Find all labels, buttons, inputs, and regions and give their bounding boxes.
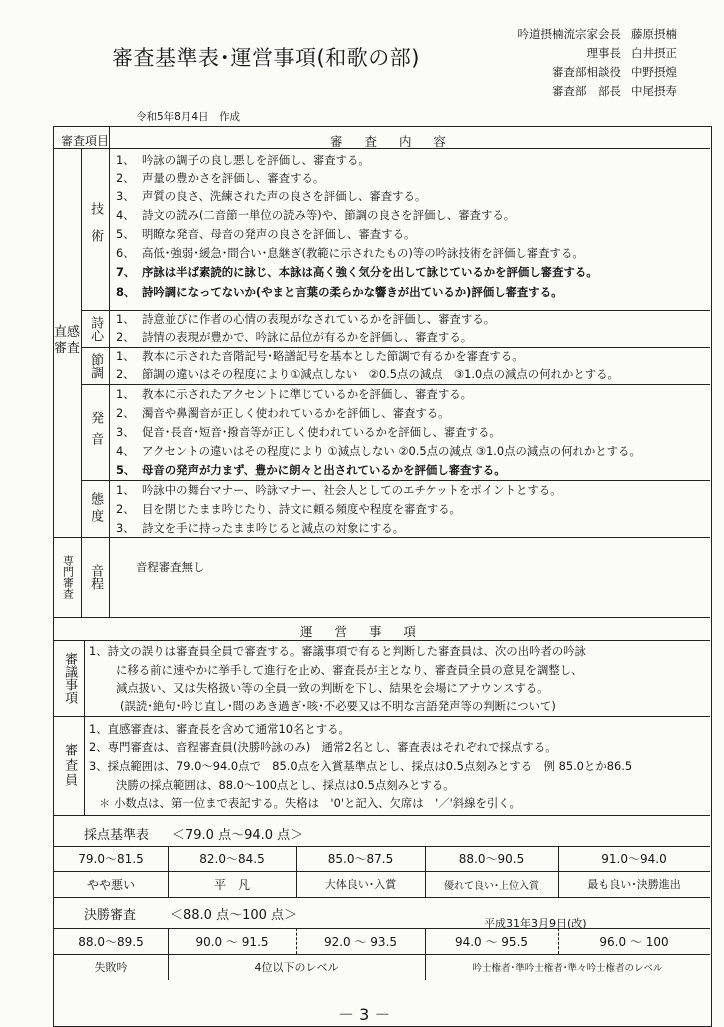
item-number: 1、 [116,349,135,363]
list-item [116,500,461,518]
list-item [116,263,598,281]
shishin-label [81,310,109,347]
final-score-range: 88.0～89.5 [78,934,144,949]
score-range: 88.0～90.5 [458,852,525,866]
item-number: 2、 [116,502,135,516]
item-number: 2、 [116,367,135,381]
item-number: 3、 [116,521,135,535]
shinsain-line: 1、直感審査は、審査長を含めて通常10名とする。 [89,722,350,736]
item-text: 声質の良さ、洗練された声の良さを評価し、審査する。 [142,189,427,203]
signer-name: 藤原摂楠 [631,27,677,41]
list-item [116,385,472,403]
item-text: 高低･強弱･緩急･間合い･息継ぎ(教範に示されたもの)等の吟詠技術を評価し審査する。 [142,246,584,260]
divider [425,846,426,897]
item-text: 詩情の表現が豊かで、吟詠に品位が有るかを評価し、審査する。 [142,330,473,344]
item-text: 教本に示された音階記号･略譜記号を基本とした節調で有るかを審査する。 [142,349,524,363]
scoring-label: 採点基準表 [84,828,150,843]
shingi-label-text: 審議事項 [62,652,78,704]
item-number: 1、 [116,153,135,167]
signer-row [506,83,720,102]
divider [54,148,710,149]
item-number: 4、 [116,444,135,458]
score-grade: やや悪い [86,877,135,892]
final-level: 4位以下のレベル [254,961,339,974]
signer-row [506,45,720,64]
item-text: 吟詠中の舞台マナー、吟詠マナー、社会人としてのエチケットをポイントとする。 [142,483,562,497]
item-text: 詩意並びに作者の心情の表現がなされているかを評価し、審査する。 [142,312,496,326]
score-grade: 最も良い･決勝進出 [587,878,681,891]
score-range: 79.0～81.5 [78,852,144,866]
list-item [116,347,524,365]
list-item [116,442,641,460]
item-text: 吟詠の調子の良し悪しを評価し、審査する。 [142,153,370,167]
list-item [116,310,495,328]
signer-name: 白井摂正 [631,46,677,60]
divider [84,640,85,716]
item-number: 2、 [116,171,135,185]
item-text: 詩文を手に持ったまま吟じると減点の対象にする。 [142,521,404,535]
final-level: 吟士権者･準吟士権者･準々吟士権者のレベル [472,963,663,974]
list-item [116,423,501,441]
chokkan-label [54,313,81,369]
item-text: 節調の違いはその程度により①減点しない ②0.5点の減点 ③1.0点の減点の何れかとする。 [142,367,619,381]
shishin-label-text: 詩心 [88,315,104,342]
item-number: 3、 [116,189,135,203]
item-text: 母音の発声が力まず、豊かに朗々と出されているかを評価し審査する。 [142,463,506,477]
list-item [116,244,584,262]
ontei-label-text: 音程 [88,564,104,590]
divider [168,846,169,897]
hatsuon-label [81,384,109,480]
shinsain-line: 2、専門審査は、音程審査員(決勝吟詠のみ) 通常2名とし、審査表はそれぞれで採点する。 [89,740,557,754]
item-text: 目を閉じたまま吟じたり、詩文に頼る頻度や程度を審査する。 [142,502,461,516]
item-number: 1、 [116,387,135,401]
item-text: 詩文の読み(二音節一単位の読み等)や、節調の良さを評価し、審査する。 [142,208,516,222]
item-text: 序詠は半ば素読的に詠じ、本詠は高く強く気分を出して詠じているかを評価し審査する。 [142,265,598,279]
scoring-range: ＜79.0 点～94.0 点＞ [172,828,304,843]
signer-role: 吟道摂楠流宗家会長 [517,27,621,41]
gijutsu-label-text: 技術 [88,202,104,256]
shingi-line: 減点扱い、又は失格扱い等の全員一致の判断を下し、結果を会場にアナウンスする。 [116,681,549,695]
list-item [116,151,370,169]
divider [54,815,710,816]
item-number: 2、 [116,406,135,420]
divider [296,928,297,954]
senmon-label [54,537,81,617]
divider [54,716,710,717]
signer-row [506,26,720,45]
criteria-table [53,126,712,1027]
item-number: 3、 [116,425,135,439]
score-grade: 大体良い･入賞 [324,878,397,891]
fushi-label [81,347,109,384]
divider [558,928,559,954]
item-text: 声量の豊かさを評価し、審査する。 [142,171,325,185]
unei-title: 運 営 事 項 [300,624,425,639]
shinsain-label-text: 審査員 [62,743,78,788]
list-item [116,169,324,187]
item-number: 7、 [116,265,136,279]
score-grade: 平 凡 [213,877,250,892]
list-item [116,365,619,383]
item-number: 8、 [116,285,136,299]
list-item [116,283,562,301]
list-item [116,328,472,346]
item-number: 4、 [116,208,135,222]
revision-date: 平成31年3月9日(改) [484,917,587,930]
divider [109,127,110,148]
list-item [116,481,562,499]
final-score-range: 96.0 ～ 100 [599,934,669,949]
divider [558,846,559,897]
created-date: 令和5年8月4日 作成 [136,111,241,123]
shingi-line: (誤読･絶句･吟じ直し･間のあき過ぎ･咳･不必要又は不明な言語発声等の判断について) [120,699,556,713]
final-score-range: 92.0 ～ 93.5 [323,934,398,949]
senmon-label-text: 専門審査 [61,555,75,599]
divider [54,617,710,618]
divider [54,640,710,641]
item-number: 6、 [116,246,135,260]
list-item [116,187,426,205]
senmon-text: 音程審査無し [136,560,205,574]
signer-name: 中尾摂寿 [631,84,677,98]
divider [296,846,297,897]
shinsain-label [54,716,84,815]
score-range: 85.0～87.5 [327,852,394,866]
final-level: 失敗吟 [94,961,128,974]
final-score-range: 94.0 ～ 95.5 [454,934,529,949]
item-text: 促音･長音･短音･撥音等が正しく使われているかを評価し、審査する。 [142,425,501,439]
item-text: 濁音や鼻濁音が正しく使われているかを評価し、審査する。 [142,406,450,420]
signer-row [506,64,720,83]
list-item [116,519,404,537]
shingi-line: 1、詩文の誤りは審査員全員で審査する。審議事項で有ると判断した審査員は、次の出吟者の吟詠 [89,644,587,658]
score-range: 91.0～94.0 [601,852,667,866]
chokkan-label-text: 直感審査 [54,324,81,356]
shinsain-line: ＊ 小数点は、第一位まで表記する。失格は '0'と記入、欠席は '／'斜線を引く。 [99,796,521,810]
fushi-label-text: 節調 [88,352,104,379]
divider [54,897,710,898]
header-item: 審査項目 [61,134,110,148]
signer-role: 理事長 [586,46,621,60]
gijutsu-label [81,148,109,310]
item-text: 明瞭な発音、母音の発声の良さを評価し、審査する。 [142,227,416,241]
item-number: 2、 [116,330,135,344]
shinsain-line: 3、採点範囲は、79.0～94.0点で 85.0点を入賞基準点とし、採点は0.5点刻みとする 例 85.0とか86.5 [89,759,633,773]
hatsuon-label-text: 発音 [88,411,104,453]
page-number: － 3 － [338,1005,391,1024]
divider [54,537,710,538]
signer-role: 審査部 部長 [552,84,621,98]
list-item [116,461,506,479]
divider [109,148,110,537]
item-text: アクセントの違いはその程度により ①減点しない ②0.5点の減点 ③1.0点の減点の何れかとする。 [142,444,641,458]
list-item [116,225,415,243]
final-range: ＜88.0 点～100 点＞ [170,908,298,923]
divider [109,537,110,617]
item-text: 教本に示されたアクセントに準じているかを評価し、審査する。 [142,387,472,401]
ontei-label [81,537,109,617]
signer-name: 中野摂煌 [631,65,677,79]
taido-label [81,480,109,537]
final-score-range: 90.0 ～ 91.5 [195,934,269,949]
divider [84,716,85,815]
item-number: 1、 [116,312,135,326]
item-number: 5、 [116,463,136,477]
list-item [116,206,515,224]
signer-list [506,26,720,102]
shingi-label [54,640,84,716]
taido-label-text: 態度 [88,491,104,526]
page-title: 審査基準表･運営事項(和歌の部) [112,46,420,70]
item-text: 詩吟調になってないか(やまと言葉の柔らかな響きが出ているか)評価し審査する。 [142,285,563,299]
item-number: 5、 [116,227,135,241]
score-grade: 優れて良い･上位入賞 [444,880,539,892]
signer-role: 審査部相談役 [552,65,621,79]
list-item [116,404,450,422]
score-range: 82.0～84.5 [199,852,265,866]
item-number: 1、 [116,483,135,497]
final-label: 決勝審査 [84,908,137,923]
shinsain-line: 決勝の採点範囲は、88.0～100点とし、採点は0.5点刻みとする。 [116,778,455,792]
header-content: 審 査 内 容 [330,134,455,149]
shingi-line: に移る前に速やかに挙手して進行を止め、審査長が主となり、審査員全員の意見を調整し、 [116,663,583,677]
